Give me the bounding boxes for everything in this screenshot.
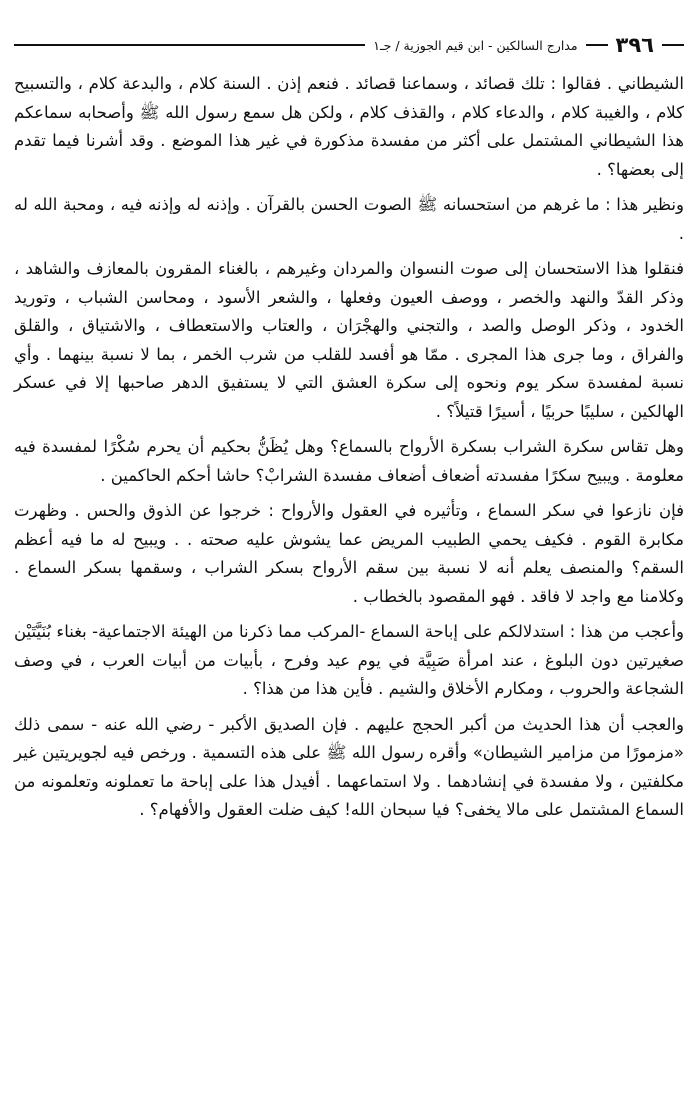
- paragraph: فنقلوا هذا الاستحسان إلى صوت النسوان والمردان وغيرهم ، بالغناء المقرون بالمعازف والشاهد ، وذكر القدّ والنهد والخصر ، ووصف العيون وفعلها ، والشعر الأسود ، ومحاسن الشباب ، وتوريد الخدود ، وذكر الوصل والصد ، والتجني والهجْرَان ، والعتاب والاستعطاف ، والاشتياق ، والقلق والفراق ، وما جرى هذا المجرى . ممّا هو أفسد للقلب من شرب الخمر ، بما لا نسبة بينهما . وأي نسبة لمفسدة سكر يوم ونحوه إلى سكرة العشق التي لا يستفيق الدهر صاحبها إلا في عسكر الهالكين ، سليبًا حربيًا ، أسيرًا قتيلاً؟ .: [14, 259, 684, 421]
- page-header: [14, 34, 684, 56]
- paragraph: فإن نازعوا في سكر السماع ، وتأثيره في العقول والأرواح : خرجوا عن الذوق والحس . وظهرت مكابرة القوم . فكيف يحمي الطبيب المريض عما يشوش عليه صحته . . ويبيح له ما فيه أعظم السقم؟ والمنصف يعلم أنه لا نسبة بين سقم الأرواح بسكر الشراب ، وسقمها بسكر السماع . وكلامنا مع واجد لا فاقد . فهو المقصود بالخطاب .: [14, 501, 684, 606]
- running-title: مدارج السالكين - ابن قيم الجوزية / جـ١: [373, 37, 578, 53]
- paragraph: والعجب أن هذا الحديث من أكبر الحجج عليهم . فإن الصديق الأكبر - رضي الله عنه - سمى ذلك «مزمورًا من مزامير الشيطان» وأقره رسول الله ﷺ على هذه التسمية . ورخص فيه لجويريتين غير مكلفتين ، ولا مفسدة في إنشادهما . ولا استماعهما . أفيدل هذا على إباحة ما تعملونه وتعلمونه من السماع المشتمل على مالا يخفى؟ فيا سبحان الله! كيف ضلت العقول والأفهام؟ .: [14, 714, 684, 819]
- header-rule-mid: [586, 44, 608, 46]
- paragraph: وأعجب من هذا : استدلالكم على إباحة السماع -المركب مما ذكرنا من الهيئة الاجتماعية- بغناء بُنَيَّتَيْن صغيرتين دون البلوغ ، عند امرأة صَبِيَّة في يوم عيد وفرح ، بأبيات من أبيات العرب ، في وصف الشجاعة والحروب ، ومكارم الأخلاق والشيم . فأين هذا من هذا؟ .: [14, 622, 684, 698]
- paragraph: وهل تقاس سكرة الشراب بسكرة الأرواح بالسماع؟ وهل يُظَنُّ بحكيم أن يحرم سُكْرًا لمفسدة فيه معلومة . ويبيح سكرًا مفسدته أضعاف أضعاف مفسدة الشرابْ؟ حاشا أحكم الحاكمين .: [14, 437, 684, 485]
- header-rule-short: [662, 44, 684, 46]
- paragraph: ونظير هذا : ما غرهم من استحسانه ﷺ الصوت الحسن بالقرآن . وإذنه له وإذنه فيه ، ومحبة الله له .: [14, 195, 684, 243]
- paragraph: الشيطاني . فقالوا : تلك قصائد ، وسماعنا قصائد . فنعم إذن . السنة كلام ، والبدعة كلام ، والتسبيح كلام ، والغيبة كلام ، والدعاء كلام ، والقذف كلام ، ولكن هل سمع رسول الله ﷺ وأصحابه سماعكم هذا الشيطاني المشتمل على أكثر من مفسدة مذكورة في غير هذا الموضع . وقد أشرنا فيما تقدم إلى بعضها؟ .: [14, 74, 684, 179]
- header-rule-long: [14, 44, 365, 46]
- page-number: ٣٩٦: [615, 33, 654, 57]
- body-text: [14, 70, 684, 832]
